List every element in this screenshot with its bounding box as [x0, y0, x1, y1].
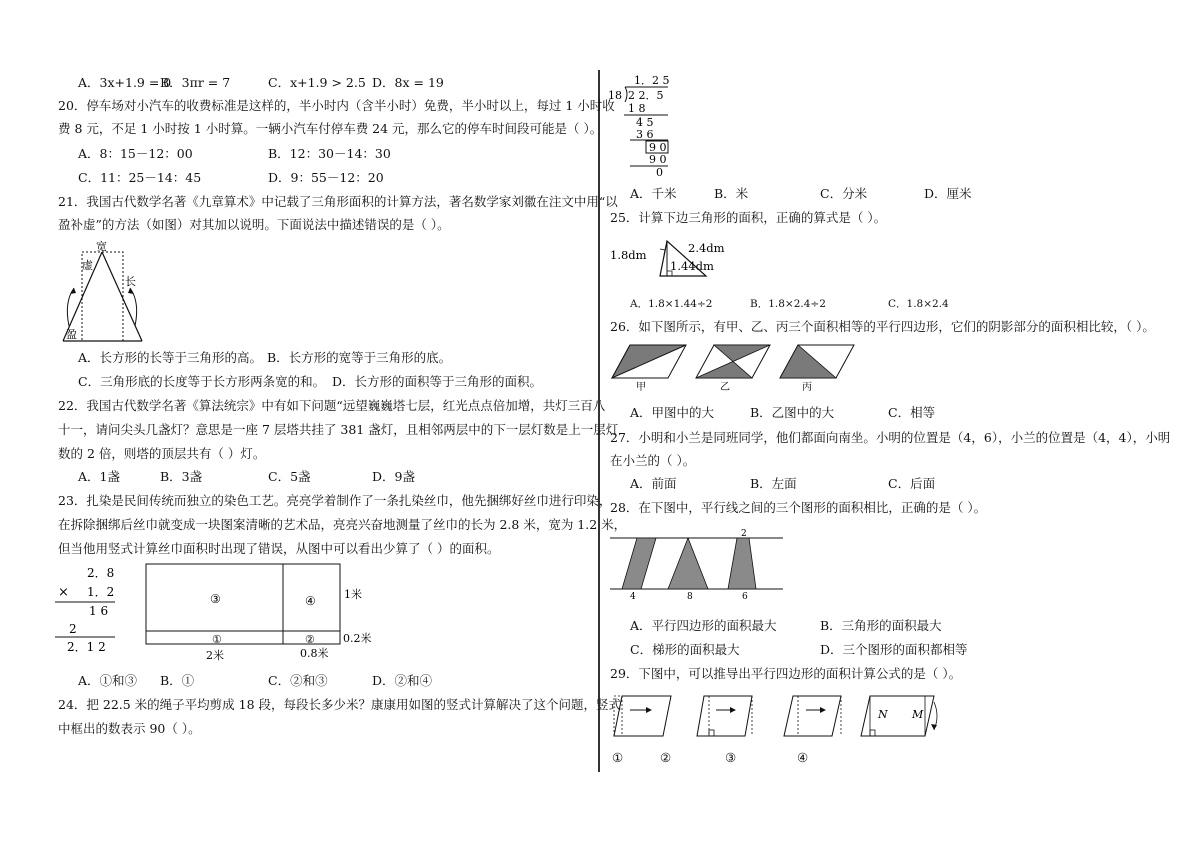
q23-label-08m: 0.8米 — [300, 647, 329, 660]
q25-label-18dm: 1.8dm — [610, 248, 647, 262]
q24-option-c[interactable]: C．分米 — [820, 186, 868, 201]
q20-stem-line2: 费 8 元，不足 1 小时按 1 小时算。一辆小汽车付停车费 24 元，那么它的停车时间段可能是（ ）。 — [58, 121, 603, 136]
q23-stem-line2: 在拆除捆绑后丝巾就变成一块图案清晰的艺术品，亮亮兴奋地测量了丝巾的长为 2.8 米，宽为 1.2 米， — [58, 517, 627, 532]
q24-option-a[interactable]: A．千米 — [630, 186, 677, 201]
q26-option-b[interactable]: B．乙图中的大 — [750, 405, 835, 420]
q28-option-a[interactable]: A．平行四边形的面积最大 — [630, 618, 777, 633]
q28-label-8: 8 — [687, 592, 693, 602]
q21-stem-line2: 盈补虚”的方法（如图）对其加以说明。下面说法中描述错误的是（ ）。 — [58, 217, 450, 232]
q27-option-b[interactable]: B．左面 — [750, 476, 797, 491]
q26-option-c[interactable]: C．相等 — [888, 405, 936, 420]
q23-stem-line3: 但当他用竖式计算丝巾面积时出现了错误，从图中可以看出少算了（ ）的面积。 — [58, 541, 500, 556]
q24-div-step3: 3 6 — [636, 128, 654, 141]
q26-label-jia: 甲 — [636, 382, 646, 393]
q27-stem-line1: 27．小明和小兰是同班同学，他们都面向南坐。小明的位置是（4，6），小兰的位置是（4，4），小明 — [610, 430, 1171, 445]
q23-label-1m: 1米 — [344, 588, 362, 601]
q19-option-c[interactable]: C．x+1.9 > 2.5 — [268, 75, 366, 90]
q27-option-c[interactable]: C．后面 — [888, 476, 936, 491]
q28-label-2: 2 — [741, 529, 747, 539]
q20-option-c[interactable]: C．11：25－14：45 — [78, 170, 202, 185]
q23-option-b[interactable]: B．① — [160, 673, 195, 688]
q24-div-dividend: 2 2．5 — [628, 89, 664, 102]
q28-option-b[interactable]: B．三角形的面积最大 — [820, 618, 942, 633]
q29-option-3[interactable]: ③ — [725, 750, 737, 765]
q29-label-m: M — [912, 708, 924, 721]
q23-calc-result: 2．1 2 — [67, 640, 106, 654]
q23-calc-a: 2．8 — [87, 566, 115, 580]
q21-label-chang: 长 — [125, 275, 136, 288]
q24-option-d[interactable]: D．厘米 — [924, 186, 972, 201]
q28-label-6: 6 — [742, 592, 748, 602]
q29-figure-4 — [861, 696, 937, 736]
q29-stem: 29．下图中，可以推导出平行四边形的面积计算公式的是（ ）。 — [610, 666, 962, 681]
q23-region-4: ④ — [305, 594, 316, 608]
q19-option-a[interactable]: A．3x+1.9 = 0 — [78, 75, 172, 90]
q26-label-yi: 乙 — [720, 382, 730, 393]
q25-label-144dm: 1.44dm — [670, 259, 714, 273]
q29-figure-1 — [614, 696, 671, 736]
q24-div-boxed-90: 9 0 — [649, 141, 667, 154]
q24-div-step1: 1 8 — [628, 102, 646, 115]
q20-option-b[interactable]: B．12：30－14：30 — [268, 146, 391, 161]
q27-option-a[interactable]: A．前面 — [630, 476, 677, 491]
q21-option-b[interactable]: B．长方形的宽等于三角形的底。 — [267, 350, 452, 365]
q20-option-d[interactable]: D．9：55－12：20 — [268, 170, 384, 185]
q26-parallelograms-figure — [610, 343, 860, 393]
q22-option-c[interactable]: C．5盏 — [268, 469, 311, 484]
q23-option-a[interactable]: A．①和③ — [78, 673, 138, 688]
q23-calc-b: 1．2 — [87, 585, 115, 599]
q26-label-bing: 丙 — [802, 382, 812, 393]
q26-option-a[interactable]: A．甲图中的大 — [630, 405, 715, 420]
q29-option-1[interactable]: ① — [612, 750, 624, 765]
q21-option-a[interactable]: A．长方形的长等于三角形的高。 — [78, 350, 263, 365]
q28-option-d[interactable]: D．三个图形的面积都相等 — [820, 642, 968, 657]
q25-option-a[interactable]: A．1.8×1.44÷2 — [630, 298, 713, 310]
q28-stem: 28．在下图中，平行线之间的三个图形的面积相比，正确的是（ ）。 — [610, 500, 987, 515]
q23-rectangle-figure — [140, 560, 380, 670]
q21-label-ying: 盈 — [66, 328, 77, 341]
q24-div-quotient: 1．2 5 — [634, 74, 670, 87]
q21-label-xu: 虚 — [82, 259, 93, 272]
q24-long-division — [606, 72, 681, 180]
q21-label-kuan: 宽 — [96, 240, 107, 253]
q23-region-1: ① — [212, 633, 222, 646]
q29-figure-3 — [784, 696, 841, 736]
q24-stem-line2: 中框出的数表示 90（ ）。 — [58, 721, 201, 736]
q21-option-c[interactable]: C．三角形底的长度等于长方形两条宽的和。 — [78, 374, 326, 389]
q27-stem-line2: 在小兰的（ ）。 — [610, 453, 696, 468]
q23-calc-p1: 1 6 — [89, 604, 109, 618]
column-divider — [598, 70, 600, 772]
q23-label-2m: 2米 — [206, 649, 224, 662]
q24-option-b[interactable]: B．米 — [714, 186, 749, 201]
q23-label-02m: 0.2米 — [343, 632, 372, 645]
q21-triangle-figure — [60, 240, 150, 345]
q21-option-d[interactable]: D．长方形的面积等于三角形的面积。 — [332, 374, 543, 389]
q23-vertical-calculation — [55, 563, 120, 658]
q24-div-step5: 9 0 — [649, 153, 667, 166]
q29-figure-2 — [697, 696, 752, 736]
q25-triangle-figure — [608, 232, 738, 287]
q28-parallel-lines-figure — [608, 528, 788, 603]
q25-option-b[interactable]: B．1.8×2.4÷2 — [750, 298, 826, 310]
q29-label-n: N — [878, 708, 888, 721]
q24-div-remainder: 0 — [656, 166, 663, 179]
q22-stem-line2: 十一，请问尖头几盏灯？意思是一座 7 层塔共挂了 381 盏灯，且相邻两层中的下一层灯数是上一层灯 — [58, 422, 619, 437]
q25-stem: 25．计算下边三角形的面积，正确的算式是（ ）。 — [610, 210, 887, 225]
q20-stem-line1: 20．停车场对小汽车的收费标准是这样的，半小时内（含半小时）免费，半小时以上，每过 1 小时收 — [58, 98, 615, 113]
q22-option-d[interactable]: D．9盏 — [372, 469, 415, 484]
q29-option-2[interactable]: ② — [660, 750, 672, 765]
q23-region-2: ② — [305, 633, 315, 646]
q24-div-step2: 4 5 — [636, 116, 654, 129]
q22-option-a[interactable]: A．1盏 — [78, 469, 120, 484]
q19-option-b[interactable]: B．3πr = 7 — [160, 75, 231, 90]
q23-option-c[interactable]: C．②和③ — [268, 673, 328, 688]
q25-label-24dm: 2.4dm — [688, 241, 725, 255]
q22-option-b[interactable]: B．3盏 — [160, 469, 203, 484]
q20-option-a[interactable]: A．8：15－12：00 — [78, 146, 193, 161]
q26-stem: 26．如下图所示，有甲、乙、丙三个面积相等的平行四边形，它们的阴影部分的面积相比较，（ ）。 — [610, 319, 1155, 334]
q21-stem-line1: 21．我国古代数学名著《九章算术》中记载了三角形面积的计算方法，著名数学家刘徽在注文中用“以 — [58, 194, 618, 209]
q23-option-d[interactable]: D．②和④ — [372, 673, 433, 688]
q25-option-c[interactable]: C．1.8×2.4 — [888, 298, 949, 310]
q29-option-4[interactable]: ④ — [797, 750, 809, 765]
q28-label-4: 4 — [630, 592, 636, 602]
q22-stem-line1: 22．我国古代数学名著《算法统宗》中有如下问题“远望巍巍塔七层，红光点点倍加增，共灯三百八 — [58, 398, 606, 413]
q23-region-3: ③ — [210, 592, 221, 606]
q19-option-d[interactable]: D．8x = 19 — [372, 75, 444, 90]
q24-div-divisor: 18 — [608, 89, 622, 102]
q24-stem-line1: 24．把 22.5 米的绳子平均剪成 18 段，每段长多少米？康康用如图的竖式计算解决了这个问题，竖式 — [58, 697, 622, 712]
q28-option-c[interactable]: C．梯形的面积最大 — [630, 642, 740, 657]
q23-calc-p2: 2 — [69, 622, 77, 636]
q23-calc-times: × — [58, 585, 69, 600]
q29-figures — [608, 690, 943, 740]
q23-stem-line1: 23．扎染是民间传统而独立的染色工艺。亮亮学着制作了一条扎染丝巾，他先捆绑好丝巾进行印染， — [58, 493, 612, 508]
q22-stem-line3: 数的 2 倍，则塔的顶层共有（ ）灯。 — [58, 446, 266, 461]
